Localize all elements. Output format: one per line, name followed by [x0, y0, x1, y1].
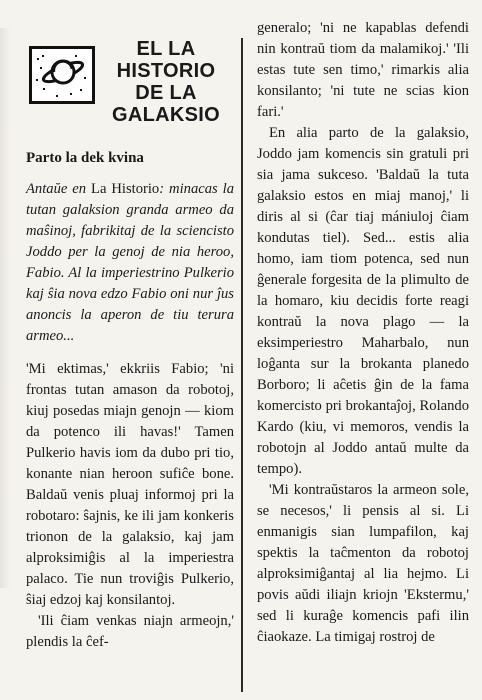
article-header	[26, 38, 234, 140]
title-line: GALAKSIO	[112, 104, 220, 126]
intro-paragraph	[26, 179, 234, 347]
intro-source: La Historio	[91, 181, 160, 197]
article-title	[98, 38, 234, 126]
body-paragraph: 'Mi ektimas,' ekkriis Fabio; 'ni frontas tutan amason da robotoj, kiuj posedas miajn genojn — kiom da potenco ili havas!' Tamen Pulkerio havis iom da dubo pri tio, konante nian heroon sufiĉe bone. Baldaŭ venis pluaj informoj pri la robotaro: ŝajnis, ke ili jam konkeris trionon de la galaksio, kaj jam alproksimiĝis al la imperiestra palaco. Tie nun troviĝis Pulkerio, ŝiaj edzoj kaj konsilantoj.	[26, 361, 234, 608]
left-column	[26, 38, 234, 653]
right-column	[257, 18, 469, 648]
article-subtitle: Parto la dek kvina	[26, 150, 144, 166]
page-shadow	[0, 28, 10, 588]
intro-lead: Antaŭe en	[26, 181, 87, 197]
intro-rest: : minacas la tutan galaksion granda armeo da maŝinoj, fabrikitaj de la sciencisto Joddo per la genoj de nia heroo, Fabio. Al la imperiestrino Pulkerio kaj ŝia nova edzo Fabio oni nur ĵus anoncis la aperon de tiu terura armeo...	[26, 181, 234, 344]
title-line: DE LA	[135, 82, 197, 104]
ringed-planet-icon	[29, 46, 95, 104]
body-paragraph: 'Ili ĉiam venkas niajn armeojn,' plendis la ĉef-	[26, 613, 234, 650]
body-paragraph: En alia parto de la galaksio, Joddo jam komencis sin gratuli pri sia jama sukceso. 'Baldaŭ la tuta galaksio estos en miaj manoj,' li diris al si (ĉar tiaj mániuloj ĉiam kondutas tiel). Sed... estis alia homo, iam tiom potenca, sed nun ĝenerale forgesita de la plimulto de la homaro, kiu decidis forte reagi kontraŭ la nova plago — la eksimperiestro Maharbalo, nun loĝanta sur la brokanta planedo Borboro; li aĉetis ĝin de la fama komercisto pri brokantaĵoj, Rolando Kardo (kiu, vi memoros, vendis la robotojn al Joddo antaŭ multe da tempo).	[257, 125, 469, 477]
title-line: EL LA	[136, 38, 196, 60]
column-divider	[241, 38, 243, 692]
body-paragraph: 'Mi kontraŭstaros la armeon sole, se necesos,' li pensis al si. Li enmanigis sian lumpafilon, kaj spektis la taĉmenton da robotoj alproksimiĝantaj al lia hejmo. Li povis aŭdi iliajn kriojn 'Ekstermu,' sed li kuraĝe komencis pafi ilin ĉiaokaze. La timigaj rostroj de	[257, 482, 469, 645]
title-line: HISTORIO	[116, 60, 216, 82]
body-paragraph: generalo; 'ni ne kapablas defendi nin kontraŭ tiom da malamikoj.' 'Ili estas tute sen timo,' rimarkis alia konsilanto; 'ni tute ne scias kion fari.'	[257, 20, 469, 120]
planet-logo-graphic	[32, 49, 92, 101]
